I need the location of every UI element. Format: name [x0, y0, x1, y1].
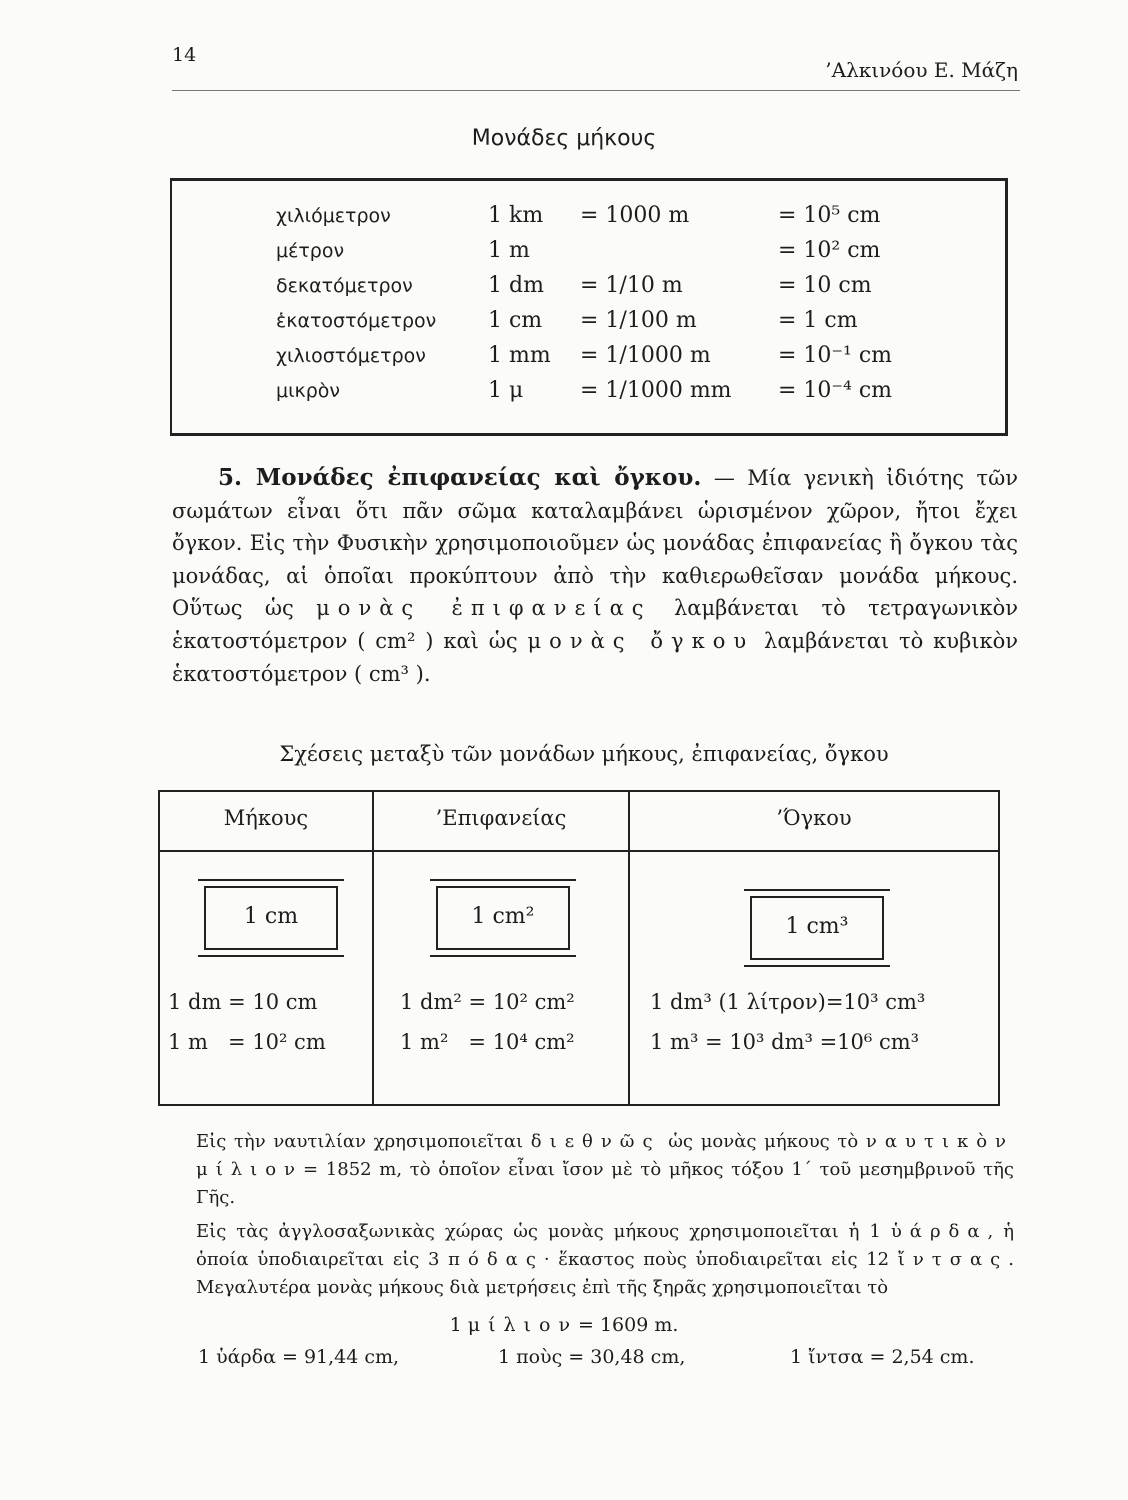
- unit-name: δεκατόμετρον: [276, 275, 413, 297]
- unit-equivalence: = 1/100 m: [580, 308, 697, 333]
- unit-symbol: 1 mm: [488, 343, 551, 368]
- relation-volume-dm: 1 dm³ (1 λίτρον)=10³ cm³: [650, 990, 926, 1014]
- unit-cm-equivalence: = 10⁻⁴ cm: [778, 378, 893, 403]
- unit-cm-equivalence: = 10² cm: [778, 238, 881, 263]
- mile-value: = 1609 m.: [578, 1314, 679, 1336]
- table-row: [172, 273, 1005, 307]
- unit-cm-equivalence: = 10⁻¹ cm: [778, 343, 893, 368]
- unit-equivalence: = 1/10 m: [580, 273, 683, 298]
- spaced-term: διεθνῶς: [530, 1131, 661, 1152]
- spaced-term: μίλιον: [467, 1314, 578, 1336]
- spaced-term: ἴντσας: [897, 1249, 1009, 1270]
- unit-relations-table: [158, 790, 1000, 1106]
- unit-equivalence: = 1/1000 mm: [580, 378, 732, 403]
- note-imperial-units: [196, 1218, 1014, 1302]
- unit-symbol: 1 dm: [488, 273, 544, 298]
- note-text: , ἡ ὁποία ὑποδιαιρεῖται εἰς 3: [196, 1221, 1015, 1270]
- note-text: Εἰς τὰς ἀγγλοσαξωνικὰς χώρας ὡς μονὰς μήκους χρησιμοποιεῖται ἡ 1: [196, 1221, 891, 1242]
- note-text: ὡς μονὰς μήκους τὸ: [660, 1131, 866, 1152]
- column-divider: [628, 792, 630, 1104]
- spaced-term: μονὰς ἐπιφανείας: [316, 596, 652, 621]
- unit-cm-equivalence: = 10⁵ cm: [778, 203, 881, 228]
- note-text: = 1852 m, τὸ ὁποῖον εἶναι ἴσον μὲ τὸ μῆκος τόξου 1΄ τοῦ μεσημβρινοῦ τῆς Γῆς.: [196, 1159, 1014, 1208]
- page-number: 14: [172, 44, 197, 66]
- section-heading: 5. Μονάδες ἐπιφανείας καὶ ὄγκου.: [218, 464, 702, 491]
- unit-name: μικρὸν: [276, 380, 341, 402]
- table-row: [172, 378, 1005, 412]
- table-row: [172, 343, 1005, 377]
- unit-equivalence: = 1/1000 m: [580, 343, 711, 368]
- column-header-length: Μήκους: [223, 806, 309, 830]
- spaced-term: μονὰς ὄγκου: [527, 628, 755, 653]
- relation-area-m: 1 m² = 10⁴ cm²: [400, 1030, 575, 1054]
- unit-square-cm3: 1 cm³: [750, 896, 884, 960]
- header-rule: [172, 90, 1020, 91]
- table1-title: Μονάδες μήκους: [471, 126, 657, 151]
- table2-title: Σχέσεις μεταξὺ τῶν μονάδων μήκους, ἐπιφανείας, ὄγκου: [279, 742, 889, 766]
- note-text: · ἕκαστος ποὺς ὑποδιαιρεῖται εἰς 12: [543, 1249, 898, 1270]
- spaced-term: πόδας: [448, 1249, 544, 1270]
- unit-symbol: 1 km: [488, 203, 544, 228]
- note-paragraph: [196, 1218, 1014, 1302]
- unit-name: ἑκατοστόμετρον: [276, 310, 437, 332]
- section-5: [172, 462, 1018, 690]
- column-header-volume: ’Όγκου: [776, 806, 852, 830]
- unit-square-cm2: 1 cm²: [436, 886, 570, 950]
- unit-name: χιλιόμετρον: [276, 205, 391, 227]
- relation-length-dm: 1 dm = 10 cm: [168, 990, 318, 1014]
- mile-prefix: 1: [449, 1314, 468, 1336]
- mile-definition: [0, 1314, 1128, 1336]
- inch-definition: 1 ἴντσα = 2,54 cm.: [790, 1346, 975, 1368]
- unit-cm-equivalence: = 1 cm: [778, 308, 858, 333]
- unit-symbol: 1 μ: [488, 378, 524, 403]
- unit-symbol: 1 cm: [488, 308, 543, 333]
- note-nautical-mile: [196, 1128, 1014, 1212]
- spaced-term: ναυτικὸν μίλιον: [196, 1131, 1014, 1180]
- length-units-table: [170, 178, 1008, 436]
- column-header-area: ’Επιφανείας: [435, 806, 567, 830]
- yard-definition: 1 ὑάρδα = 91,44 cm,: [198, 1346, 400, 1368]
- note-text: Εἰς τὴν ναυτιλίαν χρησιμοποιεῖται: [196, 1131, 531, 1152]
- relation-length-m: 1 m = 10² cm: [168, 1030, 326, 1054]
- paragraph-text: Μία γενικὴ ἰδιότης τῶν σωμάτων εἶναι ὅτι πᾶν σῶμα καταλαμβάνει ὡρισμένον χῶρον, ἤτοι ἔχει ὄγκον. Εἰς τὴν Φυσικὴν χρησιμοποιοῦμεν ὡς μονάδας ἐπιφανείας ἢ ὄγκου τὰς μονάδας, αἱ ὁποῖαι προκύπτουν ἀπὸ τὴν καθιερωθεῖσαν μονάδα μήκους. Οὕτως ὡς: [172, 466, 1018, 621]
- paragraph-text: λαμβάνεται τὸ κυβικὸν ἑκατοστόμετρον ( cm³ ).: [172, 628, 1018, 686]
- unit-name: μέτρον: [276, 240, 345, 262]
- unit-square-cm: 1 cm: [204, 886, 338, 950]
- unit-symbol: 1 m: [488, 238, 530, 263]
- section-5-paragraph: [172, 462, 1018, 690]
- unit-equivalence: = 1000 m: [580, 203, 690, 228]
- paragraph-text: λαμβάνεται τὸ τετραγωνικὸν ἑκατοστόμετρον ( cm² ) καὶ ὡς: [172, 596, 1018, 653]
- table-row: [172, 203, 1005, 237]
- header-divider: [160, 850, 998, 852]
- unit-name: χιλιοστόμετρον: [276, 345, 426, 367]
- running-head: ’Αλκινόου Ε. Μάζη: [825, 58, 1018, 82]
- unit-cm-equivalence: = 10 cm: [778, 273, 872, 298]
- heading-dash: —: [701, 466, 748, 490]
- table-row: [172, 308, 1005, 342]
- column-divider: [372, 792, 374, 1104]
- relation-area-dm: 1 dm² = 10² cm²: [400, 990, 575, 1014]
- note-paragraph: [196, 1128, 1014, 1212]
- note-text: . Μεγαλυτέρα μονὰς μήκους διὰ μετρήσεις ἐπὶ τῆς ξηρᾶς χρησιμοποιεῖται τὸ: [196, 1249, 1014, 1298]
- spaced-term: ὑάρδα: [890, 1221, 988, 1242]
- relation-volume-m: 1 m³ = 10³ dm³ =10⁶ cm³: [650, 1030, 920, 1054]
- table-row: [172, 238, 1005, 272]
- foot-definition: 1 ποὺς = 30,48 cm,: [498, 1346, 686, 1368]
